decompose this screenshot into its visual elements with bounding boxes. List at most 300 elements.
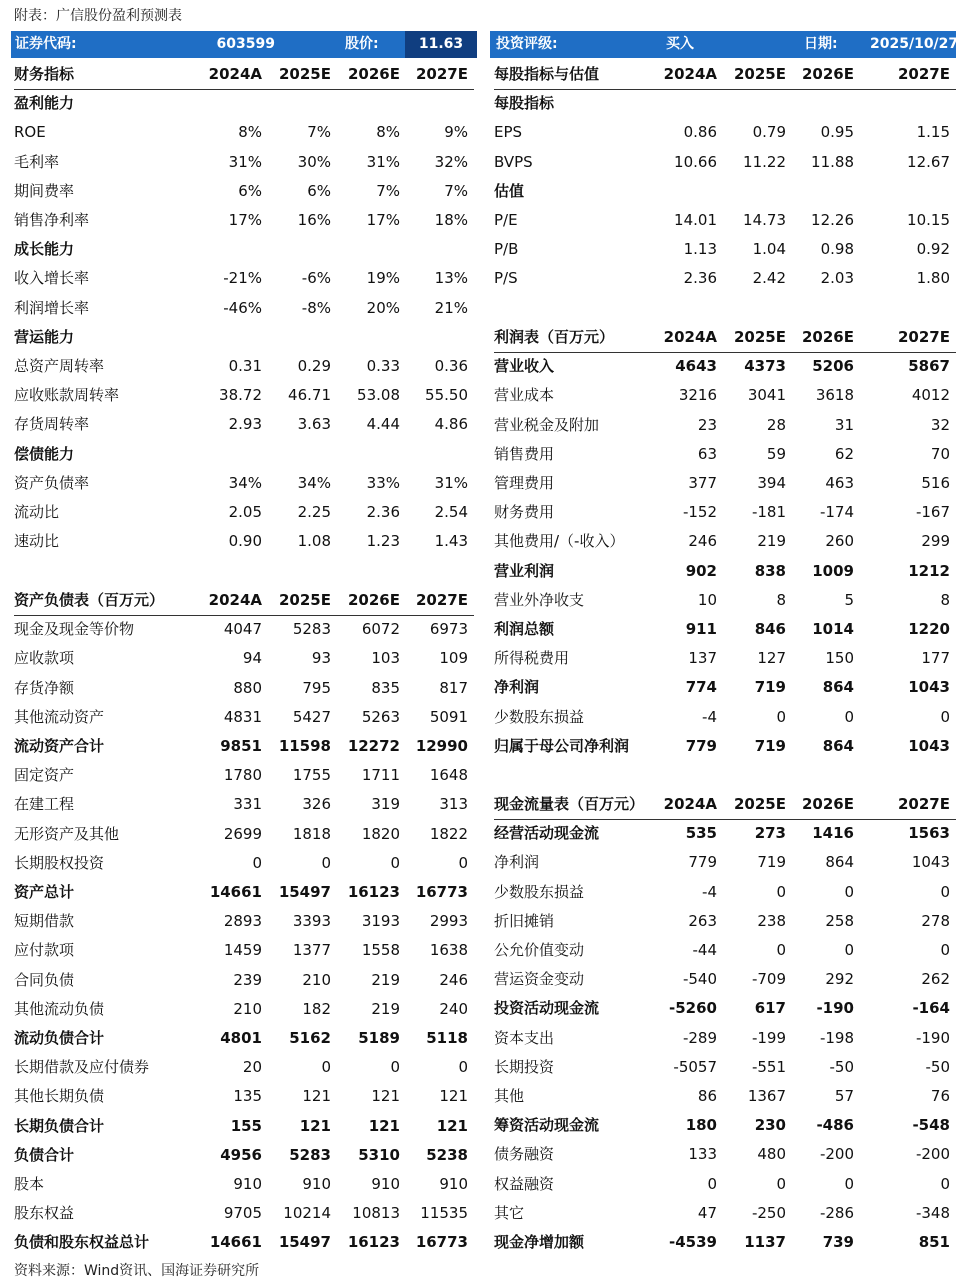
table-row	[494, 206, 956, 235]
cell-value: 0	[252, 853, 262, 872]
row-label: 长期负债合计	[14, 1116, 105, 1135]
cell-value: 5	[844, 590, 854, 609]
cell-value: 0	[844, 941, 854, 959]
cell-value: 0	[844, 1174, 854, 1193]
cell-value: 5310	[358, 1145, 400, 1164]
table-row	[494, 994, 956, 1023]
year-header: 2025E	[279, 591, 331, 609]
cell-value: 4047	[223, 620, 262, 639]
row-label: 存货净额	[14, 678, 75, 697]
section-heading	[14, 235, 474, 264]
cell-value: 17%	[366, 211, 400, 229]
row-label: 应收账款周转率	[14, 386, 120, 405]
cell-value: 109	[439, 649, 468, 668]
cell-value: 13%	[434, 269, 468, 288]
table-row	[14, 1053, 474, 1082]
year-header: 2027E	[898, 65, 950, 83]
cell-value: 5238	[426, 1145, 468, 1164]
cell-value: 4643	[675, 357, 717, 376]
cell-value: -486	[816, 1116, 854, 1135]
date-value: 2025/10/27	[870, 36, 959, 52]
cell-value: 0.79	[752, 123, 786, 142]
cell-value: 47	[697, 1203, 717, 1222]
cell-value: 1.80	[916, 269, 950, 288]
table-row	[14, 790, 474, 819]
cell-value: 864	[822, 678, 854, 697]
row-label: 销售费用	[494, 444, 555, 463]
table-row	[14, 1024, 474, 1053]
cell-value: 0	[390, 1058, 400, 1077]
cell-value: 1.04	[752, 240, 786, 259]
cell-value: 1780	[223, 766, 262, 785]
cell-value: 292	[825, 970, 854, 989]
row-label: 估值	[494, 181, 525, 200]
cell-value: 239	[233, 970, 262, 989]
cell-value: 14661	[209, 883, 262, 901]
cell-value: 1137	[744, 1233, 786, 1251]
cell-value: -6%	[301, 269, 331, 288]
row-label: 营业税金及附加	[494, 415, 600, 434]
cell-value: 16773	[415, 883, 468, 901]
table-row	[494, 615, 956, 644]
cell-value: -200	[915, 1145, 950, 1164]
table-row	[14, 907, 474, 936]
cell-value: 1.43	[434, 532, 468, 551]
cell-value: -4539	[669, 1233, 717, 1251]
table-row	[14, 148, 474, 177]
cell-value: 4956	[220, 1145, 262, 1164]
cell-value: 10.66	[674, 152, 717, 171]
cell-value: 0	[776, 941, 786, 959]
row-label: 存货周转率	[14, 415, 90, 434]
year-header: 2025E	[279, 65, 331, 83]
cell-value: 910	[233, 1175, 262, 1193]
year-header: 2026E	[802, 328, 854, 346]
row-label: 流动负债合计	[14, 1029, 105, 1047]
page-title: 附表：广信股份盈利预测表	[14, 8, 182, 24]
cell-value: 94	[242, 649, 262, 668]
cell-value: 0.90	[228, 532, 262, 551]
cell-value: 0.86	[683, 123, 717, 142]
column-header-row	[14, 60, 474, 90]
row-label: 股本	[14, 1175, 45, 1193]
cell-value: 263	[688, 911, 717, 930]
table-row	[494, 1053, 956, 1082]
table-title: 财务指标	[14, 65, 75, 83]
row-label: 速动比	[14, 532, 60, 551]
cell-value: 0	[940, 1174, 950, 1193]
cell-value: 4.44	[366, 415, 400, 434]
row-label: 资产总计	[14, 883, 75, 901]
table-row	[14, 294, 474, 323]
row-label: 盈利能力	[14, 94, 75, 113]
cell-value: 6%	[238, 181, 262, 200]
row-label: 债务融资	[494, 1145, 555, 1164]
cell-value: 3193	[361, 912, 400, 931]
cell-value: 8	[776, 590, 786, 609]
table-row	[494, 1140, 956, 1169]
rating-value: 买入	[666, 36, 694, 52]
table-row	[494, 527, 956, 556]
cell-value: 1638	[429, 941, 468, 960]
row-label: 在建工程	[14, 795, 75, 814]
cell-value: -50	[925, 1057, 950, 1076]
cell-value: 86	[697, 1087, 717, 1105]
cell-value: -4	[702, 707, 717, 726]
row-label: 长期股权投资	[14, 853, 105, 872]
cell-value: 2993	[429, 912, 468, 931]
table-row	[494, 1024, 956, 1053]
year-header: 2025E	[734, 328, 786, 346]
cell-value: 230	[754, 1116, 786, 1135]
cell-value: 1.13	[683, 240, 717, 259]
cell-value: 4831	[223, 707, 262, 726]
cell-value: 331	[233, 795, 262, 814]
cell-value: 6973	[429, 620, 468, 639]
row-label: 营业成本	[494, 386, 555, 405]
table-row	[494, 936, 956, 965]
column-header-row	[494, 323, 956, 353]
cell-value: 0	[776, 1174, 786, 1193]
cell-value: 3393	[292, 912, 331, 931]
cell-value: 260	[825, 532, 854, 551]
row-label: 少数股东损益	[494, 882, 585, 901]
row-label: 其他费用/（-收入）	[494, 532, 625, 551]
cell-value: 11598	[278, 737, 331, 755]
cell-value: 7%	[444, 181, 468, 200]
cell-value: 16%	[297, 211, 331, 229]
table-row	[14, 615, 474, 644]
table-row	[494, 381, 956, 410]
cell-value: 1212	[908, 561, 950, 580]
cell-value: 910	[371, 1175, 400, 1193]
cell-value: 8%	[376, 123, 400, 142]
cell-value: -348	[915, 1203, 950, 1222]
cell-value: 795	[302, 678, 331, 697]
cell-value: 121	[302, 1087, 331, 1106]
row-label: 负债合计	[14, 1145, 75, 1164]
cell-value: 1220	[908, 620, 950, 638]
cell-value: 0.98	[820, 240, 854, 259]
cell-value: 14.01	[674, 211, 717, 229]
cell-value: 0	[940, 941, 950, 959]
table-row	[494, 235, 956, 264]
cell-value: 177	[921, 649, 950, 668]
row-label: 流动比	[14, 503, 60, 521]
row-label: 销售净利率	[14, 211, 90, 229]
cell-value: 16123	[347, 883, 400, 901]
cell-value: 2.05	[228, 503, 262, 521]
table-row	[14, 761, 474, 790]
cell-value: -167	[915, 503, 950, 522]
table-row	[494, 469, 956, 498]
cell-value: 219	[757, 532, 786, 551]
row-label: P/B	[494, 240, 519, 259]
table-row	[494, 644, 956, 673]
row-label: 净利润	[494, 678, 540, 697]
cell-value: -250	[751, 1203, 786, 1222]
cell-value: 121	[299, 1116, 331, 1135]
cell-value: 133	[688, 1145, 717, 1164]
table-row	[14, 849, 474, 878]
row-label: 财务费用	[494, 503, 555, 522]
table-row	[494, 586, 956, 615]
table-row	[494, 819, 956, 848]
cell-value: -174	[819, 503, 854, 522]
row-label: 资本支出	[494, 1028, 555, 1047]
cell-value: 12990	[415, 737, 468, 755]
row-label: 偿债能力	[14, 444, 75, 463]
cell-value: 779	[685, 736, 717, 755]
cell-value: -5260	[669, 999, 717, 1018]
section-heading	[494, 177, 956, 206]
cell-value: 258	[825, 911, 854, 930]
cell-value: 9705	[223, 1204, 262, 1223]
cell-value: 28	[766, 415, 786, 434]
row-label: 权益融资	[494, 1174, 555, 1193]
year-header: 2025E	[734, 795, 786, 813]
cell-value: 1009	[812, 561, 854, 580]
table-row	[14, 410, 474, 439]
table-row	[14, 703, 474, 732]
table-row	[494, 848, 956, 877]
cell-value: 10813	[352, 1204, 400, 1223]
table-row	[494, 1228, 956, 1257]
rating-label: 投资评级:	[496, 36, 558, 52]
cell-value: 19%	[366, 269, 400, 288]
table-row	[14, 352, 474, 381]
table-row	[14, 820, 474, 849]
cell-value: 31%	[434, 473, 468, 492]
row-label: 管理费用	[494, 474, 555, 492]
cell-value: 1563	[908, 824, 950, 843]
cell-value: 299	[921, 532, 950, 551]
header-bar-left	[11, 31, 477, 58]
row-label: 折旧摊销	[494, 911, 555, 930]
row-label: 筹资活动现金流	[494, 1116, 600, 1135]
cell-value: 30%	[297, 152, 331, 171]
cell-value: 3.63	[297, 415, 331, 434]
cell-value: 31%	[366, 152, 400, 171]
cell-value: 2699	[223, 824, 262, 843]
cell-value: 851	[918, 1233, 950, 1251]
row-label: 其他流动资产	[14, 707, 105, 726]
cell-value: 5283	[292, 620, 331, 639]
cell-value: 53.08	[357, 386, 400, 405]
row-label: 资产负债率	[14, 473, 90, 492]
stock-code-value: 603599	[216, 36, 275, 52]
cell-value: -46%	[223, 298, 262, 317]
cell-value: 835	[371, 678, 400, 697]
cell-value: 16123	[347, 1233, 400, 1252]
table-row	[14, 381, 474, 410]
year-header: 2024A	[208, 65, 262, 83]
cell-value: 0	[458, 1058, 468, 1077]
cell-value: 779	[688, 853, 717, 872]
cell-value: 1014	[812, 620, 854, 638]
cell-value: 219	[371, 999, 400, 1018]
row-label: 应收款项	[14, 649, 75, 668]
cell-value: 262	[921, 970, 950, 989]
cell-value: 0	[458, 853, 468, 872]
row-label: 营业外净收支	[494, 590, 585, 609]
table-row	[14, 1199, 474, 1228]
row-label: 收入增长率	[14, 269, 90, 288]
table-title: 资产负债表（百万元）	[14, 591, 165, 609]
cell-value: 12.67	[907, 152, 950, 171]
table-row	[14, 527, 474, 556]
cell-value: 6%	[307, 181, 331, 200]
price-value: 11.63	[405, 31, 477, 58]
cell-value: 4801	[220, 1029, 262, 1047]
cell-value: 5867	[908, 357, 950, 376]
cell-value: 15497	[278, 883, 331, 901]
row-label: 少数股东损益	[494, 707, 585, 726]
cell-value: 0.29	[297, 357, 331, 375]
cell-value: 2893	[223, 912, 262, 931]
column-header-row	[494, 60, 956, 90]
row-label: 流动资产合计	[14, 737, 105, 755]
table-row	[494, 148, 956, 177]
table-row	[494, 557, 956, 586]
table-row	[494, 673, 956, 702]
stock-code-label: 证券代码:	[15, 36, 77, 52]
cell-value: 0.31	[228, 357, 262, 375]
cell-value: 10.15	[907, 211, 950, 229]
row-label: 长期投资	[494, 1057, 555, 1076]
price-label: 股价:	[345, 36, 379, 52]
cell-value: 902	[685, 561, 717, 580]
row-label: 营运能力	[14, 327, 75, 346]
cell-value: 480	[757, 1145, 786, 1164]
cell-value: 9851	[220, 737, 262, 755]
table-row	[494, 352, 956, 381]
cell-value: 1822	[429, 824, 468, 843]
cell-value: 93	[311, 649, 331, 668]
table-row	[494, 1170, 956, 1199]
row-label: 现金净增加额	[494, 1233, 585, 1251]
section-heading	[494, 89, 956, 118]
row-label: 经营活动现金流	[494, 824, 600, 843]
cell-value: 246	[688, 532, 717, 551]
row-label: 长期借款及应付债券	[14, 1058, 150, 1077]
table-row	[14, 1082, 474, 1111]
table-row	[14, 878, 474, 907]
cell-value: 1043	[908, 736, 950, 755]
table-title: 利润表（百万元）	[494, 328, 615, 346]
table-row	[14, 674, 474, 703]
cell-value: 0	[321, 853, 331, 872]
cell-value: 137	[688, 649, 717, 668]
row-label: 现金及现金等价物	[14, 620, 135, 639]
cell-value: -8%	[301, 298, 331, 317]
cell-value: 377	[688, 474, 717, 492]
year-header: 2026E	[802, 65, 854, 83]
row-label: 利润增长率	[14, 298, 90, 317]
cell-value: -286	[819, 1203, 854, 1222]
year-header: 2024A	[663, 795, 717, 813]
cell-value: 59	[766, 444, 786, 463]
table-row	[494, 732, 956, 761]
row-label: 成长能力	[14, 240, 75, 259]
cell-value: 0.36	[434, 357, 468, 375]
cell-value: 63	[697, 444, 717, 463]
cell-value: -289	[682, 1028, 717, 1047]
table-row	[494, 1111, 956, 1140]
cell-value: 10	[697, 590, 717, 609]
row-label: BVPS	[494, 152, 533, 171]
row-label: 其它	[494, 1203, 525, 1222]
cell-value: 0	[707, 1174, 717, 1193]
cell-value: -44	[692, 941, 717, 959]
section-heading	[14, 440, 474, 469]
cell-value: 5427	[292, 707, 331, 726]
cell-value: -709	[751, 970, 786, 989]
year-header: 2024A	[663, 65, 717, 83]
row-label: 无形资产及其他	[14, 824, 120, 843]
table-row	[14, 498, 474, 527]
cell-value: 463	[825, 474, 854, 492]
cell-value: 150	[825, 649, 854, 668]
cell-value: 127	[757, 649, 786, 668]
cell-value: 16773	[415, 1233, 468, 1252]
cell-value: 10214	[283, 1204, 331, 1223]
year-header: 2026E	[802, 795, 854, 813]
table-row	[14, 1141, 474, 1170]
cell-value: 2.25	[297, 503, 331, 521]
cell-value: 0.95	[820, 123, 854, 142]
cell-value: 155	[230, 1116, 262, 1135]
cell-value: 7%	[307, 123, 331, 142]
table-row	[14, 936, 474, 965]
cell-value: 0	[321, 1058, 331, 1077]
cell-value: 32	[930, 415, 950, 434]
table-row	[14, 1112, 474, 1141]
table-row	[14, 966, 474, 995]
table-row	[494, 878, 956, 907]
table-row	[14, 644, 474, 673]
cell-value: 18%	[434, 211, 468, 229]
row-label: 毛利率	[14, 152, 60, 171]
cell-value: 617	[754, 999, 786, 1018]
cell-value: -50	[829, 1057, 854, 1076]
cell-value: 1711	[361, 766, 400, 785]
cell-value: 11.22	[743, 152, 786, 171]
row-label: 股东权益	[14, 1204, 75, 1223]
table-title: 每股指标与估值	[494, 65, 600, 83]
cell-value: 2.42	[752, 269, 786, 288]
cell-value: 4373	[744, 357, 786, 376]
cell-value: 2.93	[228, 415, 262, 434]
table-row	[494, 1199, 956, 1228]
cell-value: 34%	[297, 473, 331, 492]
cell-value: 0	[940, 882, 950, 901]
cell-value: -200	[819, 1145, 854, 1164]
table-row	[494, 118, 956, 147]
row-label: 其他	[494, 1087, 525, 1105]
section-heading	[14, 323, 474, 352]
cell-value: 7%	[376, 181, 400, 200]
cell-value: 2.36	[366, 503, 400, 521]
table-title: 现金流量表（百万元）	[494, 795, 645, 813]
cell-value: 23	[697, 415, 717, 434]
cell-value: 20	[242, 1058, 262, 1077]
column-header-row	[14, 586, 474, 616]
row-label: 营业收入	[494, 357, 555, 376]
table-row	[494, 411, 956, 440]
cell-value: 31%	[228, 152, 262, 171]
cell-value: 880	[233, 678, 262, 697]
